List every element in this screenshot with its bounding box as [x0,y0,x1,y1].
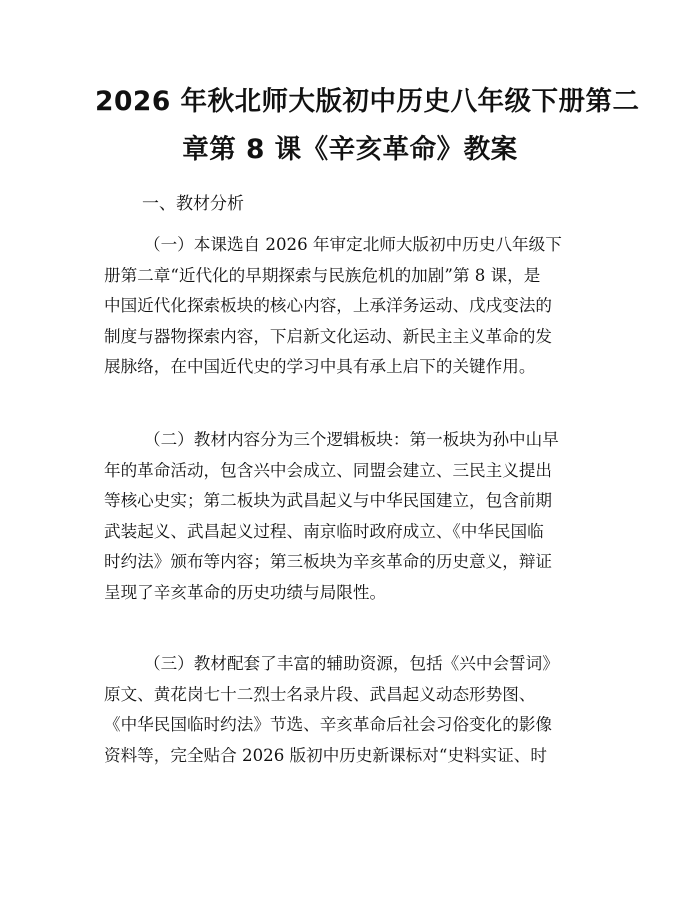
paragraph-1 [104,230,604,383]
document-title [95,78,640,174]
paragraph-line: （一）本课选自 2026 年审定北师大版初中历史八年级下 [144,235,562,254]
paragraph-line: 呈现了辛亥革命的历史功绩与局限性。 [104,582,387,602]
paragraph-line: 年的革命活动，包含兴中会成立、同盟会建立、三民主义提出 [104,460,553,480]
paragraph-line: 武装起义、武昌起义过程、南京临时政府成立、《中华民国临 [104,521,544,541]
title-line: 章第 8 课《辛亥革命》教案 [182,134,518,165]
paragraph-line: 原文、黄花岗七十二烈士名录片段、武昌起义动态形势图、 [104,684,536,704]
paragraph-line: 册第二章“近代化的早期探索与民族危机的加剧”第 8 课，是 [104,265,541,285]
paragraph-line: 制度与器物探索内容，下启新文化运动、新民主主义革命的发 [104,326,553,346]
paragraph-line: 资料等，完全贴合 2026 版初中历史新课标对“史料实证、时 [104,745,547,765]
paragraph-2 [104,425,604,608]
section-heading: 一、教材分析 [142,194,244,214]
paragraph-line: 等核心史实；第二板块为武昌起义与中华民国建立，包含前期 [104,491,553,510]
paragraph-line: 《中华民国临时约法》节选、辛亥革命后社会习俗变化的影像 [104,715,553,734]
title-line: 2026 年秋北师大版初中历史八年级下册第二 [95,86,640,117]
paragraph-line: 中国近代化探索板块的核心内容，上承洋务运动、戊戌变法的 [104,296,553,315]
paragraph-line: （三）教材配套了丰富的辅助资源，包括《兴中会誓词》 [144,654,559,673]
paragraph-line: 时约法》颁布等内容；第三板块为辛亥革命的历史意义，辩证 [104,552,553,571]
paragraph-3 [104,649,604,771]
paragraph-line: （二）教材内容分为三个逻辑板块：第一板块为孙中山早 [144,430,559,449]
paragraph-line: 展脉络，在中国近代史的学习中具有承上启下的关键作用。 [104,357,536,376]
